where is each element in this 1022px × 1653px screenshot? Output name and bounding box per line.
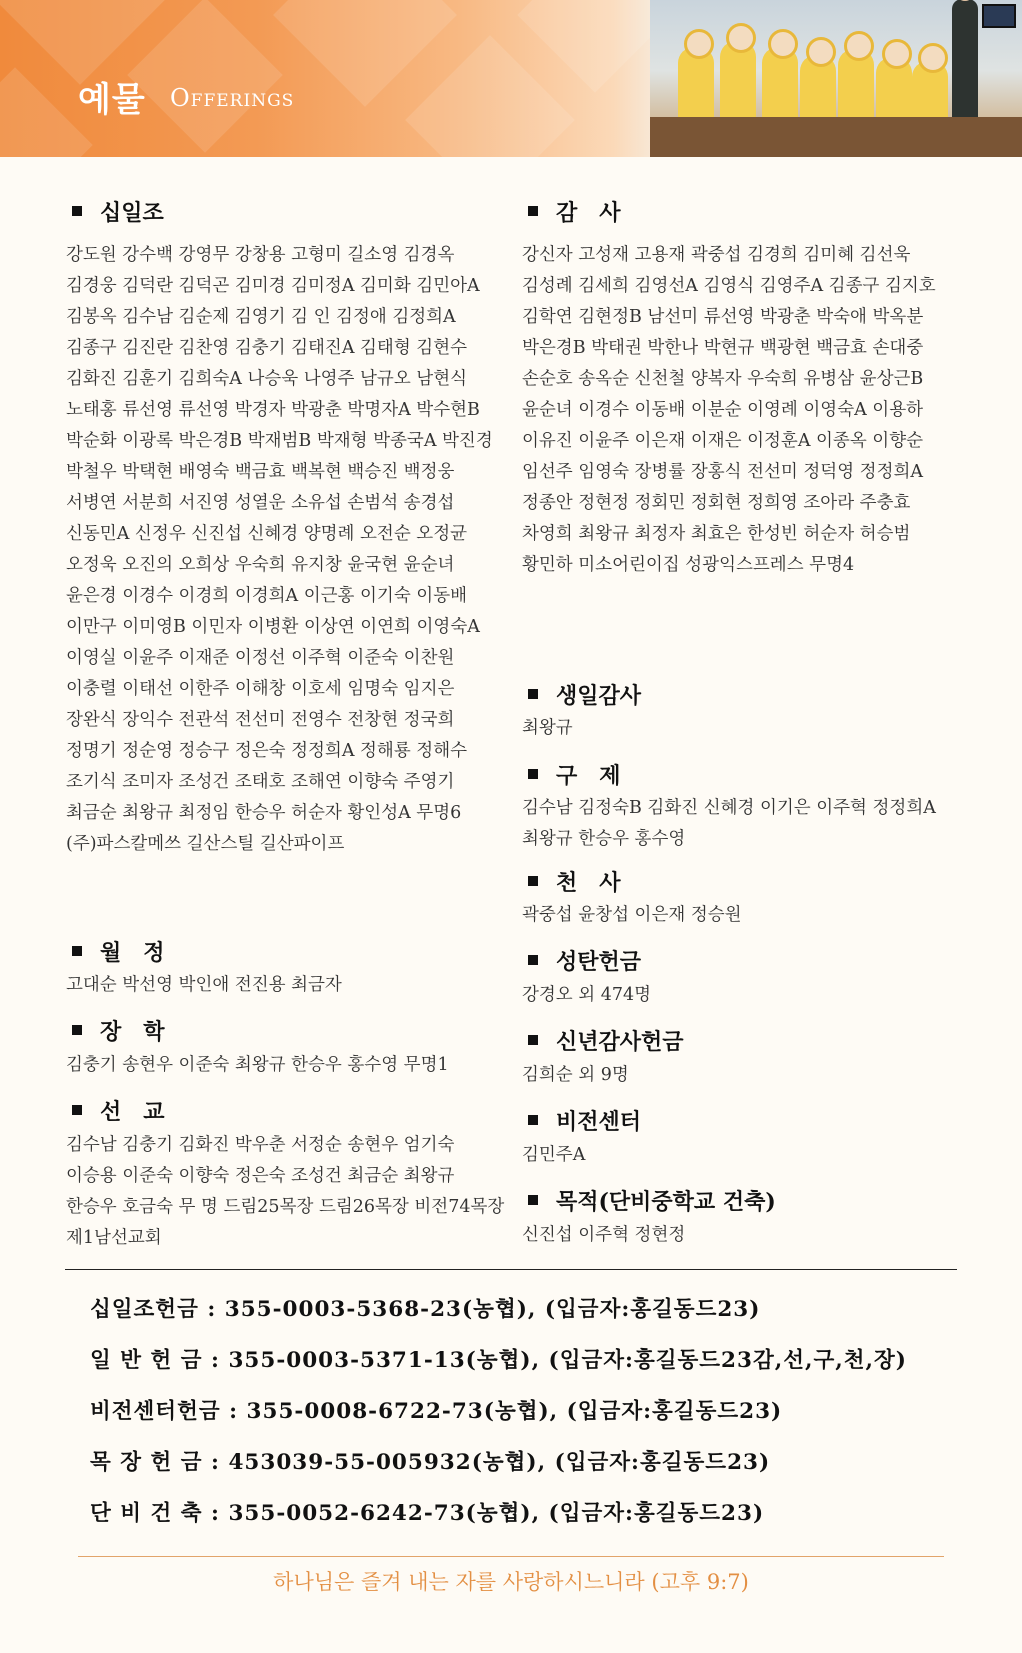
name-line: 황민하 미소어린이집 성광익스프레스 무명4: [522, 555, 855, 575]
name-line: 제1남선교회: [66, 1228, 162, 1248]
name-line: 김화진 김훈기 김희숙A 나승욱 나영주 남규오 남현식: [66, 369, 468, 389]
divider: [65, 1269, 957, 1270]
name-line: 최금순 최왕규 최정임 한승우 허순자 황인성A 무명6: [66, 803, 462, 823]
scholarship-heading: 장 학: [72, 1015, 165, 1046]
name-line: 최왕규: [522, 718, 573, 738]
name-line: 정명기 정순영 정승구 정은숙 정정희A 정해룡 정해수: [66, 741, 468, 761]
account-group: 목 장 헌 금 : 453039-55-005932(농협), (입금자:홍길동드23): [90, 1450, 771, 1475]
tithe-list: [66, 240, 493, 860]
page-title: 예물: [78, 80, 146, 120]
name-line: 김성례 김세희 김영선A 김영식 김영주A 김종구 김지호: [522, 276, 936, 296]
page-header: [0, 0, 1022, 157]
name-line: 김수남 김충기 김화진 박우춘 서정순 송현우 엄기숙: [66, 1135, 455, 1155]
page-subtitle: Offerings: [170, 84, 295, 112]
ordination-list: [522, 900, 742, 931]
vision-heading: 비전센터: [528, 1105, 641, 1136]
account-tithe: 십일조헌금 : 355-0003-5368-23(농협), (입금자:홍길동드23): [90, 1297, 761, 1322]
newyear-list: [522, 1060, 629, 1091]
name-line: 이승용 이준숙 이향숙 정은숙 조성건 최금순 최왕규: [66, 1166, 455, 1186]
name-line: 노태홍 류선영 류선영 박경자 박광춘 박명자A 박수현B: [66, 400, 480, 420]
header-photo: [650, 0, 1022, 157]
name-line: 김학연 김현정B 남선미 류선영 박광춘 박숙애 박옥분: [522, 307, 924, 327]
name-line: 신진섭 이주혁 정현정: [522, 1225, 686, 1245]
name-line: 김수남 김정숙B 김화진 신혜경 이기은 이주혁 정정희A: [522, 798, 936, 818]
monthly-heading: 월 정: [72, 936, 165, 967]
account-building: 단 비 건 축 : 355-0052-6242-73(농협), (입금자:홍길동드23): [90, 1501, 765, 1526]
name-line: 강도원 강수백 강영무 강창용 고형미 길소영 김경옥: [66, 245, 455, 265]
relief-list: [522, 793, 936, 855]
name-line: 차영희 최왕규 최정자 최효은 한성빈 허순자 허승범: [522, 524, 911, 544]
name-line: 이충렬 이태선 이한주 이해창 이호세 임명숙 임지은: [66, 679, 455, 699]
tithe-heading: 십일조: [72, 196, 164, 227]
name-line: 윤순녀 이경수 이동배 이분순 이영례 이영숙A 이용하: [522, 400, 924, 420]
name-line: 박은경B 박태권 박한나 박현규 백광현 백금효 손대중: [522, 338, 924, 358]
name-line: 서병연 서분희 서진영 성열운 소유섭 손범석 송경섭: [66, 493, 455, 513]
name-line: 박순화 이광록 박은경B 박재범B 박재형 박종국A 박진경: [66, 431, 493, 451]
name-line: 박철우 박택현 배영숙 백금효 백복현 백승진 백정웅: [66, 462, 455, 482]
name-line: 이만구 이미영B 이민자 이병환 이상연 이연희 이영숙A: [66, 617, 480, 637]
name-line: 조기식 조미자 조성건 조태호 조해연 이향숙 주영기: [66, 772, 455, 792]
birthday-heading: 생일감사: [528, 679, 641, 710]
name-line: 고대순 박선영 박인애 전진용 최금자: [66, 975, 342, 995]
name-line: 이영실 이윤주 이재준 이정선 이주혁 이준숙 이찬원: [66, 648, 455, 668]
name-line: 이유진 이윤주 이은재 이재은 이정훈A 이종옥 이향순: [522, 431, 924, 451]
footer-verse: 하나님은 즐겨 내는 자를 사랑하시느니라 (고후 9:7): [273, 1570, 749, 1594]
name-line: 한승우 호금숙 무 명 드림25목장 드림26목장 비전74목장: [66, 1197, 505, 1217]
name-line: 강경오 외 474명: [522, 985, 652, 1005]
mission-heading: 선 교: [72, 1095, 165, 1126]
ordination-heading: 천 사: [528, 866, 621, 897]
thanks-heading: 감 사: [528, 196, 621, 227]
name-line: 김봉옥 김수남 김순제 김영기 김 인 김정애 김정희A: [66, 307, 456, 327]
name-line: 김희순 외 9명: [522, 1065, 629, 1085]
name-line: 정종안 정현정 정회민 정회현 정희영 조아라 주충효: [522, 493, 911, 513]
name-line: 장완식 장익수 전관석 전선미 전영수 전창현 정국희: [66, 710, 455, 730]
scholarship-list: [66, 1050, 449, 1081]
name-line: 강신자 고성재 고용재 곽중섭 김경희 김미혜 김선욱: [522, 245, 911, 265]
name-line: 최왕규 한승우 홍수영: [522, 829, 686, 849]
newyear-heading: 신년감사헌금: [528, 1025, 684, 1056]
footer-divider: [78, 1556, 944, 1557]
name-line: 윤은경 이경수 이경희 이경희A 이근홍 이기숙 이동배: [66, 586, 468, 606]
name-line: 임선주 임영숙 장병률 장홍식 전선미 정덕영 정정희A: [522, 462, 924, 482]
christmas-heading: 성탄헌금: [528, 945, 641, 976]
building-list: [522, 1220, 685, 1251]
account-general: 일 반 헌 금 : 355-0003-5371-13(농협), (입금자:홍길동드23감,선,구,천,장): [90, 1348, 907, 1373]
name-line: 손순호 송옥순 신천철 양복자 우숙희 유병삼 윤상근B: [522, 369, 924, 389]
birthday-list: [522, 713, 573, 744]
name-line: 오정욱 오진의 오희상 우숙희 유지창 윤국현 윤순녀: [66, 555, 455, 575]
relief-heading: 구 제: [528, 759, 621, 790]
name-line: 김종구 김진란 김찬영 김충기 김태진A 김태형 김현수: [66, 338, 468, 358]
name-line: 신동민A 신정우 신진섭 신혜경 양명례 오전순 오정균: [66, 524, 468, 544]
name-line: 김경웅 김덕란 김덕곤 김미경 김미정A 김미화 김민아A: [66, 276, 480, 296]
christmas-list: [522, 980, 651, 1011]
name-line: 김민주A: [522, 1145, 586, 1165]
thanks-list: [522, 240, 936, 581]
building-heading: 목적(단비중학교 건축): [528, 1185, 776, 1216]
account-vision: 비전센터헌금 : 355-0008-6722-73(농협), (입금자:홍길동드23): [90, 1399, 783, 1424]
mission-list: [66, 1130, 504, 1254]
monthly-list: [66, 970, 342, 1001]
vision-list: [522, 1140, 585, 1171]
name-line: 곽중섭 윤창섭 이은재 정승원: [522, 905, 742, 925]
name-line: 김충기 송현우 이준숙 최왕규 한승우 홍수영 무명1: [66, 1055, 449, 1075]
name-line: (주)파스칼메쓰 길산스틸 길산파이프: [66, 834, 345, 854]
